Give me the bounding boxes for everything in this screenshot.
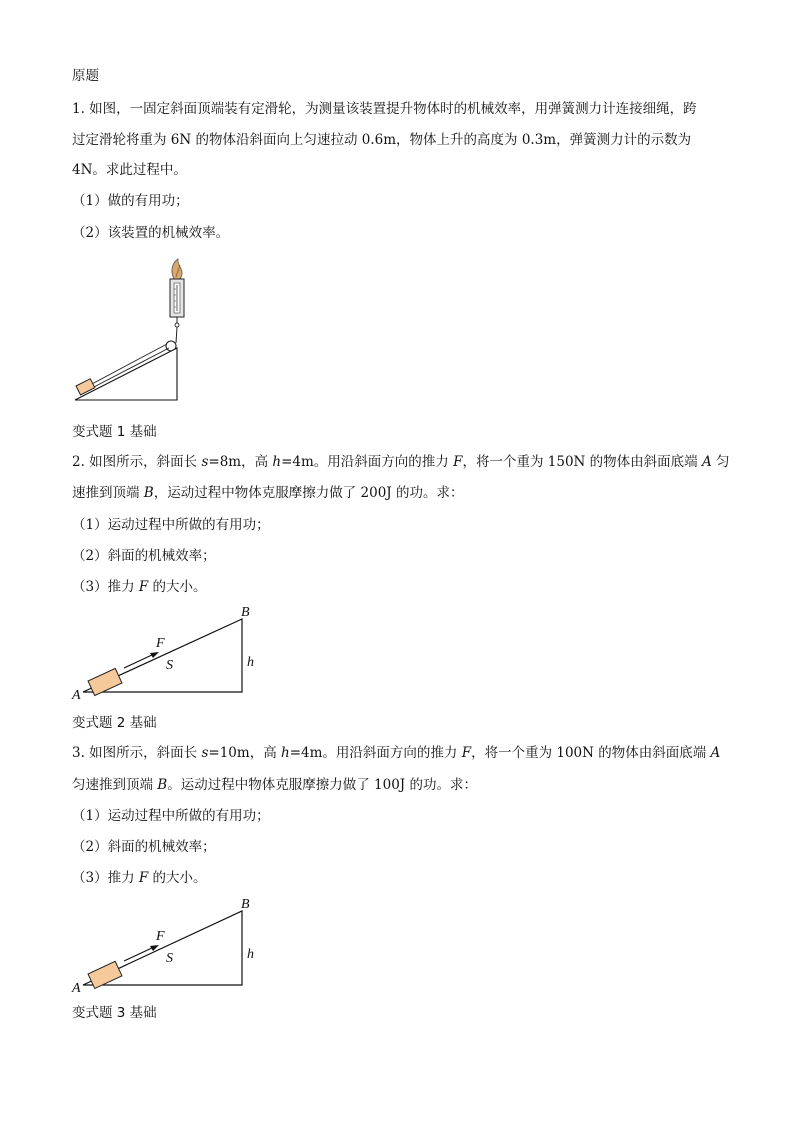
q3-line1-a: 3. 如图所示，斜面长 bbox=[72, 745, 202, 761]
q2-sub3-b: 的大小。 bbox=[148, 579, 207, 595]
q3-sub3-F: F bbox=[138, 870, 149, 886]
q2-line2-b: ，运动过程中物体克服摩擦力做了 200J 的功。求： bbox=[153, 485, 464, 501]
q2-sub3-a: （3）推力 bbox=[72, 579, 139, 595]
q2-line1-a: 2. 如图所示，斜面长 bbox=[72, 454, 202, 470]
heading-variant3: 变式题 3 基础 bbox=[72, 1005, 157, 1021]
label-B: B bbox=[241, 605, 250, 620]
q2-sub3 bbox=[72, 578, 207, 596]
q3-A: A bbox=[710, 745, 721, 761]
heading-original: 原题 bbox=[72, 68, 99, 84]
q2-line2-a: 速推到顶端 bbox=[72, 485, 144, 501]
hand-icon bbox=[172, 259, 182, 280]
figure-incline-2 bbox=[70, 603, 270, 703]
q2-line1 bbox=[72, 453, 730, 471]
q3-sub3 bbox=[72, 869, 207, 887]
q1-line2: 过定滑轮将重为 6N 的物体沿斜面向上匀速拉动 0.6m，物体上升的高度为 0.3m，弹簧测力计的示数为 bbox=[72, 132, 692, 148]
q2-A: A bbox=[701, 454, 712, 470]
q2-sub1: （1）运动过程中所做的有用功； bbox=[72, 517, 270, 533]
q1-line3: 4N。求此过程中。 bbox=[72, 162, 187, 178]
q2-sub3-F: F bbox=[138, 579, 149, 595]
q1-line1: 1. 如图，一固定斜面顶端装有定滑轮，为测量该装置提升物体时的机械效率，用弹簧测力计连接细绳，跨 bbox=[72, 101, 697, 117]
q3-h: h bbox=[281, 745, 290, 761]
figure-incline-3 bbox=[70, 895, 270, 995]
label-h: h bbox=[247, 655, 254, 670]
q3-line2-a: 匀速推到顶端 bbox=[72, 777, 158, 793]
label-h: h bbox=[247, 947, 254, 962]
label-B: B bbox=[241, 897, 250, 912]
label-A: A bbox=[72, 981, 81, 996]
q2-line1-c: =4m。用沿斜面方向的推力 bbox=[281, 454, 454, 470]
q3-s: s bbox=[201, 745, 209, 761]
label-S: S bbox=[166, 951, 173, 966]
q2-h: h bbox=[272, 454, 282, 470]
incline bbox=[75, 348, 177, 400]
q3-sub2: （2）斜面的机械效率； bbox=[72, 839, 216, 855]
q3-line1 bbox=[72, 744, 720, 762]
label-A: A bbox=[72, 688, 81, 703]
q2-line2 bbox=[72, 484, 463, 502]
q3-sub3-a: （3）推力 bbox=[72, 870, 139, 886]
q2-line1-d: ，将一个重为 150N 的物体由斜面底端 bbox=[462, 454, 702, 470]
figure-incline-pulley bbox=[70, 255, 185, 405]
q2-sub2: （2）斜面的机械效率； bbox=[72, 548, 216, 564]
q2-line1-e: 匀 bbox=[711, 454, 730, 470]
label-F: F bbox=[156, 929, 165, 944]
heading-variant1: 变式题 1 基础 bbox=[72, 424, 157, 440]
q3-line1-b: =10m，高 bbox=[208, 745, 281, 761]
q3-line1-c: =4m。用沿斜面方向的推力 bbox=[289, 745, 462, 761]
label-F: F bbox=[156, 636, 165, 651]
heading-variant2: 变式题 2 基础 bbox=[72, 715, 157, 731]
q1-sub2: （2）该装置的机械效率。 bbox=[72, 225, 230, 241]
q1-sub1: （1）做的有用功； bbox=[72, 193, 189, 209]
q3-sub1: （1）运动过程中所做的有用功； bbox=[72, 808, 270, 824]
label-S: S bbox=[166, 658, 173, 673]
q2-line1-b: =8m，高 bbox=[208, 454, 273, 470]
q3-F: F bbox=[461, 745, 472, 761]
q2-B: B bbox=[143, 485, 154, 501]
q2-s: s bbox=[201, 454, 209, 470]
q3-B: B bbox=[157, 777, 168, 793]
q3-line2 bbox=[72, 776, 477, 794]
q3-sub3-b: 的大小。 bbox=[148, 870, 207, 886]
q2-F: F bbox=[453, 454, 463, 470]
q3-line1-d: ，将一个重为 100N 的物体由斜面底端 bbox=[471, 745, 711, 761]
q3-line2-b: 。运动过程中物体克服摩擦力做了 100J 的功。求： bbox=[167, 777, 477, 793]
